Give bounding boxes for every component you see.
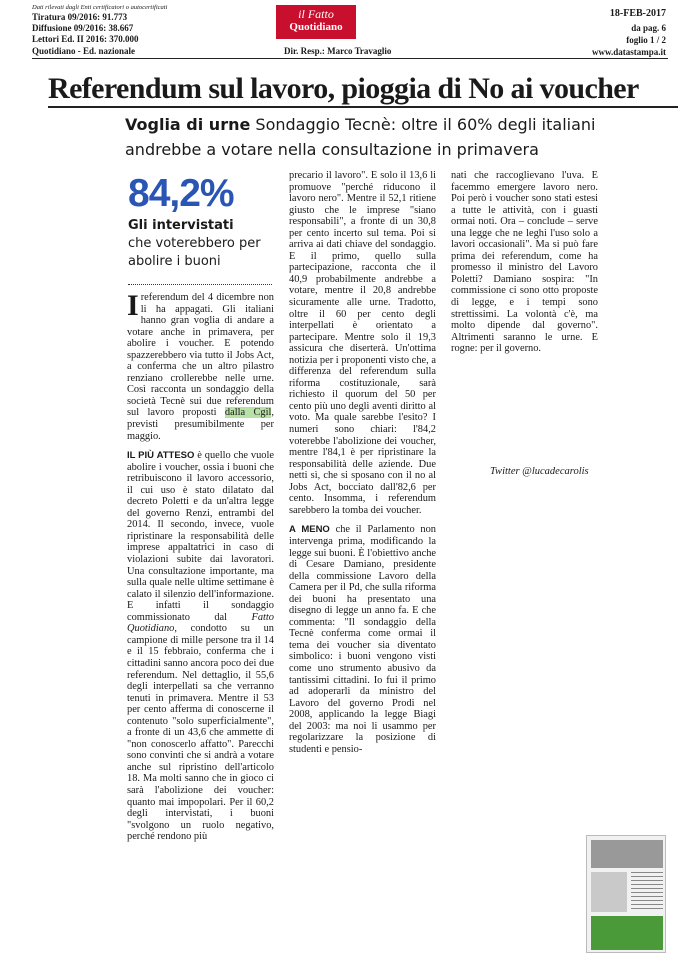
text: , condotto su un campione di mille persone tra il 14 e il 15 febbraio, conferma che i cittadini sanno ancora poco dei due referendum. Nel dettaglio, il 55,6 degli interpellati sa che verranno tenuti in primavera. Mentre il 53 per cento afferma di conoscerne il contenuto "solo superficialmente", a fronte di un 43,6 che ammette di "non conoscerlo affatto". Parecchi sono convinti che si andrà a votare anche sul ripristino dell'articolo 18. Ma molti sanno che in gioco ci sarà l'abolizione dei voucher: quanto mai impopolari. Per il 60,2 degli intervistati, i buoni "svolgono un ruolo negativo, perché rendono più — [127, 623, 274, 843]
headline-rule — [48, 106, 678, 108]
text: referendum del 4 dicembre non li ha appagati. Gli italiani hanno gran voglia di andare a votare anche in primavera, per abolire i voucher. E potendo spazzerebbero via tutto il Jobs Act, a conferma che un altro pilastro renziano crollerebbe nelle urne. Così racconta un sondaggio della società Tecnè sui due referendum sul lavoro proposti — [127, 292, 274, 419]
thumbnail-block — [591, 872, 627, 912]
header-divider — [32, 58, 668, 59]
lead-in: IL PIÙ ATTESO — [127, 450, 195, 462]
director: Dir. Resp.: Marco Travaglio — [284, 46, 392, 56]
subheadline — [125, 112, 645, 162]
thumbnail-text — [631, 872, 663, 912]
paragraph — [289, 524, 436, 755]
page-thumbnail — [586, 835, 666, 953]
highlight: dalla Cgil — [224, 407, 272, 419]
thumbnail-photo — [591, 840, 663, 868]
drop-cap: I — [127, 289, 139, 322]
paper-name: Fatto Quotidiano — [127, 611, 274, 635]
author-signature: Twitter @lucadecarolis — [490, 466, 589, 477]
text: è quello che vuole abolire i voucher, ossia i buoni che retribuiscono il lavoro accessorio, il cui uso è stato dilatato dal decreto Poletti e da un'altra legge del governo Renzi, entrambi del 2014. Il secondo, invece, vuole ripristinare la responsabilità delle imprese appaltatrici in caso di violazioni subite dai lavoratori. Una consultazione importante, ma sulla quale nelle ultime settimane è calato il silenzio dell'informazione. E infatti il sondaggio commissionato dal — [127, 450, 275, 623]
pull-divider — [128, 284, 272, 285]
logo-line2: Quotidiano — [289, 21, 343, 33]
pull-quote-text: che voterebbero per abolire i buoni — [128, 236, 261, 269]
paragraph: precario il lavoro". E solo il 13,6 li promuove "perché riducono il lavoro nero". Mentre il 52,1 ritiene giusto che le imprese "siano responsabili", a fronte di un 30,8 per cento incerto sul tema. Poi si arriva ai dati chiave del sondaggio. E il primo, quello sulla partecipazione, racconta che il 40,9 probabilmente andrebbe a votare, mentre il 20,8 andrebbe sicuramente alle urne. Tradotto, oltre il 60 per cento degli interpellati è orientato a partecipare. Mentre solo il 19,3 assicura che diserterà. Un'ottima notizia per i proponenti visto che, a differenza del referendum sulla riforma costituzionale, sarà richiesto il quorum del 50 per cento più uno degli aventi diritto al voto. Ma quale sarebbe l'esito? I numeri sono chiari: l'84,2 voterebbe l'abolizione dei voucher, mentre l'84,1 è per ripristinare la responsabilità delle aziende. Due netti sì, che si sposano con il no al Jobs Act, bocciato dall'82,6 per cento. Insomma, i referendum sarebbero la tomba dei voucher. — [289, 170, 436, 516]
lead-in: A MENO — [289, 524, 330, 536]
diffusione: Diffusione 09/2016: 38.667 — [32, 23, 134, 33]
website: www.datastampa.it — [591, 47, 666, 57]
date: 18-FEB-2017 — [609, 8, 666, 19]
text: che il Parlamento non intervenga prima, modificando la legge sui buoni. È l'obiettivo anche di Cesare Damiano, presidente della commissione Lavoro della Camera per il Pd, che sulla riforma dei buoni ha presentato una disegno di legge un anno fa. E che commenta: "Il sondaggio della Tecnè conferma come ormai il tema dei voucher sia diventato simbolico: i buoni vengono visti come uno strumento abusivo da tantissimi cittadini. Io fui il primo ad adoperarli da ministro del Lavoro del governo Prodi nel 2008, applicando la legge Biagi del 2003: ma noi li usammo per regolarizzare la posizione di studenti e pensio- — [289, 524, 436, 755]
thumbnail-graphic — [591, 916, 663, 950]
text: , previsti presumibilmente per maggio. — [127, 407, 274, 442]
lettori: Lettori Ed. II 2016: 370.000 — [32, 34, 139, 44]
newspaper-logo — [276, 5, 356, 39]
sheet-number: foglio 1 / 2 — [626, 35, 666, 45]
subhead-text: Sondaggio Tecnè: oltre il 60% degli italiani andrebbe a votare nella consultazione in primavera — [125, 115, 596, 159]
certification-note: Dati rilevati dagli Enti certificatori o autocertificati — [32, 4, 168, 11]
kicker: Voglia di urne — [125, 115, 251, 134]
tiratura: Tiratura 09/2016: 91.773 — [32, 12, 128, 22]
pull-quote-bold: Gli intervistati — [128, 218, 234, 233]
article-column-2 — [289, 170, 436, 755]
article-column-3 — [451, 170, 598, 355]
page-number: da pag. 6 — [631, 23, 666, 33]
article-column-1 — [127, 289, 275, 843]
big-percentage: 84,2% — [128, 172, 234, 215]
pull-quote — [128, 217, 268, 271]
paragraph: nati che raccoglievano l'uva. E facemmo emergere lavoro nero. Poi però i voucher sono stati estesi a tutte le attività, con i guasti ormai noti. Ora – conclude – serve una legge che ne leghi l'uso solo a lavori occasionali". Ma si può fare prima dei referendum, come ha promesso il ministro del Lavoro Poletti? Damiano sospira: "In commissione ci sono otto proposte di legge, e i tempi sono strettissimi. La volontà c'è, ma molto dipende dal governo". Altrimenti saranno le urne. E rogne: per il governo. — [451, 170, 598, 355]
logo-line1: il Fatto — [298, 7, 334, 21]
edition: Quotidiano - Ed. nazionale — [32, 46, 136, 56]
headline: Referendum sul lavoro, pioggia di No ai voucher — [48, 72, 639, 105]
paragraph — [127, 450, 274, 843]
paragraph — [127, 289, 274, 442]
